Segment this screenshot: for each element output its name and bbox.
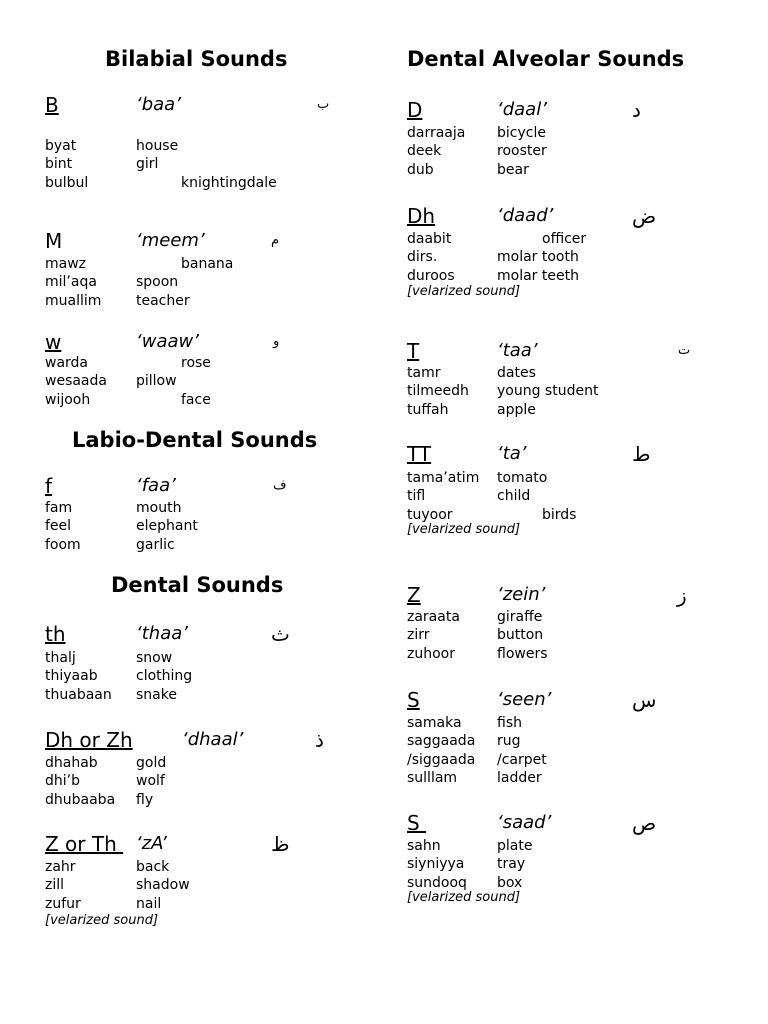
meaning: knightingdale bbox=[181, 174, 277, 191]
arabic-letter: ص bbox=[632, 811, 657, 835]
sound-name: ‘ta’ bbox=[497, 443, 527, 464]
meaning: elephant bbox=[136, 518, 198, 535]
word: warda bbox=[45, 355, 89, 371]
sound-letter: D bbox=[407, 98, 423, 122]
meaning: house bbox=[136, 138, 179, 154]
velarized-note: [velarized sound] bbox=[407, 284, 521, 299]
word: zill bbox=[45, 877, 65, 894]
arabic-letter: ز bbox=[677, 583, 687, 607]
arabic-letter: ف bbox=[273, 478, 287, 493]
meaning: tomato bbox=[497, 470, 548, 486]
word: sulllam bbox=[407, 769, 458, 786]
word: dhubaaba bbox=[45, 791, 116, 808]
word: muallim bbox=[45, 292, 102, 309]
meaning: banana bbox=[181, 256, 234, 272]
sound-letter: Dh or Zh bbox=[45, 728, 133, 752]
meaning: girl bbox=[136, 156, 159, 173]
word: foom bbox=[45, 536, 81, 553]
velarized-note: [velarized sound] bbox=[407, 890, 521, 905]
word: daabit bbox=[407, 231, 452, 247]
sound-name: ‘saad’ bbox=[497, 812, 552, 833]
meaning: teacher bbox=[136, 292, 190, 309]
meaning: dates bbox=[497, 365, 536, 381]
meaning: spoon bbox=[136, 274, 179, 291]
sound-letter: Dh bbox=[407, 204, 436, 228]
meaning: young student bbox=[497, 383, 599, 400]
word: dirs. bbox=[407, 249, 438, 266]
sound-name: ‘daal’ bbox=[497, 99, 547, 120]
heading-bilabial-sounds: Bilabial Sounds bbox=[105, 47, 288, 71]
arabic-letter: د bbox=[632, 98, 641, 122]
word: thalj bbox=[45, 650, 76, 666]
meaning: child bbox=[497, 488, 531, 505]
word: wijooh bbox=[45, 391, 91, 408]
word: zufur bbox=[45, 895, 81, 912]
sound-letter: TT bbox=[407, 442, 432, 466]
word: zaraata bbox=[407, 609, 460, 625]
word: dhahab bbox=[45, 755, 98, 771]
arabic-letter: و bbox=[273, 334, 280, 349]
sound-letter: B bbox=[45, 93, 59, 117]
word: samaka bbox=[407, 715, 462, 731]
sound-name: ‘baa’ bbox=[136, 94, 181, 115]
sound-section-z-or-th bbox=[45, 832, 345, 932]
meaning: garlic bbox=[136, 536, 175, 553]
word: mil’aqa bbox=[45, 274, 97, 291]
sound-letter: Z or Th bbox=[45, 832, 124, 856]
sound-section-t bbox=[407, 339, 707, 429]
word: saggaada bbox=[407, 733, 476, 750]
meaning: fish bbox=[497, 715, 522, 731]
word: bulbul bbox=[45, 174, 89, 191]
word: zahr bbox=[45, 859, 76, 875]
word: tifl bbox=[407, 488, 426, 505]
meaning: molar tooth bbox=[497, 249, 579, 266]
sound-name: ‘faa’ bbox=[136, 475, 176, 496]
meaning: rose bbox=[181, 355, 211, 371]
meaning: flowers bbox=[497, 645, 548, 662]
word: siyniyya bbox=[407, 856, 465, 873]
velarized-note: [velarized sound] bbox=[45, 913, 159, 928]
word: wesaada bbox=[45, 373, 107, 390]
sound-name: ‘seen’ bbox=[497, 689, 552, 710]
arabic-letter: م bbox=[271, 233, 280, 248]
sound-section-b bbox=[45, 93, 345, 193]
sound-section-d bbox=[407, 98, 707, 188]
arabic-letter: س bbox=[632, 688, 657, 712]
word: thiyaab bbox=[45, 668, 98, 685]
sound-name: ‘daad’ bbox=[497, 205, 554, 226]
velarized-note: [velarized sound] bbox=[407, 522, 521, 537]
meaning: pillow bbox=[136, 373, 177, 390]
word: bint bbox=[45, 156, 73, 173]
meaning: /carpet bbox=[497, 751, 547, 768]
meaning: face bbox=[181, 391, 211, 408]
meaning: molar teeth bbox=[497, 267, 579, 284]
arabic-letter: ظ bbox=[271, 832, 290, 856]
word: /siggaada bbox=[407, 751, 476, 768]
sound-section-tt bbox=[407, 442, 707, 542]
sound-name: ‘thaa’ bbox=[136, 623, 188, 644]
meaning: box bbox=[497, 874, 523, 891]
sound-letter: T bbox=[407, 339, 420, 363]
arabic-letter: ت bbox=[678, 343, 691, 358]
sound-letter: S bbox=[407, 688, 420, 712]
sound-name: ‘dhaal’ bbox=[182, 729, 244, 750]
sound-section-f bbox=[45, 474, 345, 564]
sound-section-dh bbox=[407, 204, 707, 304]
word: thuabaan bbox=[45, 686, 112, 703]
meaning: apple bbox=[497, 401, 536, 418]
word: duroos bbox=[407, 267, 455, 284]
meaning: plate bbox=[497, 838, 533, 854]
meaning: rug bbox=[497, 733, 521, 750]
meaning: bicycle bbox=[497, 125, 546, 141]
meaning: snow bbox=[136, 650, 173, 666]
sound-letter: Z bbox=[407, 583, 421, 607]
meaning: mouth bbox=[136, 500, 182, 516]
sound-section-dh-or-zh bbox=[45, 728, 345, 818]
word: zuhoor bbox=[407, 645, 455, 662]
word: feel bbox=[45, 518, 72, 535]
word: sundooq bbox=[407, 874, 467, 891]
word: sahn bbox=[407, 838, 441, 854]
sound-name: ‘zA’ bbox=[136, 833, 167, 854]
word: tilmeedh bbox=[407, 383, 469, 400]
word: tama’atim bbox=[407, 470, 480, 486]
arabic-letter: ط bbox=[632, 442, 651, 466]
word: tamr bbox=[407, 365, 441, 381]
word: tuffah bbox=[407, 401, 449, 418]
word: dhi’b bbox=[45, 773, 80, 790]
meaning: ladder bbox=[497, 769, 542, 786]
sound-section-w bbox=[45, 330, 345, 420]
word: byat bbox=[45, 138, 77, 154]
meaning: officer bbox=[542, 231, 587, 247]
heading-dental-sounds: Dental Sounds bbox=[111, 573, 284, 597]
meaning: gold bbox=[136, 755, 167, 771]
sound-name: ‘waaw’ bbox=[136, 331, 199, 352]
word: fam bbox=[45, 500, 73, 516]
word: dub bbox=[407, 161, 434, 178]
sound-section-m bbox=[45, 229, 345, 319]
word: tuyoor bbox=[407, 506, 453, 523]
word: darraaja bbox=[407, 125, 466, 141]
sound-letter: M bbox=[45, 229, 63, 253]
meaning: shadow bbox=[136, 877, 190, 894]
meaning: birds bbox=[542, 506, 577, 523]
sound-section-s bbox=[407, 688, 707, 798]
sound-section-th bbox=[45, 622, 345, 712]
sound-letter: S bbox=[407, 811, 427, 835]
meaning: back bbox=[136, 859, 170, 875]
meaning: clothing bbox=[136, 668, 193, 685]
sound-name: ‘taa’ bbox=[497, 340, 538, 361]
meaning: giraffe bbox=[497, 609, 543, 625]
sound-name: ‘meem’ bbox=[136, 230, 205, 251]
arabic-letter: ث bbox=[271, 622, 290, 646]
meaning: rooster bbox=[497, 143, 547, 160]
meaning: button bbox=[497, 627, 544, 644]
sound-letter: w bbox=[45, 330, 62, 354]
meaning: fly bbox=[136, 791, 154, 808]
sound-name: ‘zein’ bbox=[497, 584, 546, 605]
heading-labio-dental-sounds: Labio-Dental Sounds bbox=[72, 428, 318, 452]
word: mawz bbox=[45, 256, 87, 272]
meaning: bear bbox=[497, 161, 529, 178]
word: deek bbox=[407, 143, 442, 160]
meaning: tray bbox=[497, 856, 526, 873]
arabic-letter: ذ bbox=[315, 728, 324, 752]
arabic-letter: ب bbox=[317, 97, 330, 112]
meaning: snake bbox=[136, 686, 177, 703]
meaning: wolf bbox=[136, 773, 165, 790]
sound-letter: th bbox=[45, 622, 66, 646]
arabic-letter: ض bbox=[632, 204, 657, 228]
sound-section-z bbox=[407, 583, 707, 673]
sound-letter: f bbox=[45, 474, 53, 498]
heading-dental-alveolar-sounds: Dental Alveolar Sounds bbox=[407, 47, 685, 71]
word: zirr bbox=[407, 627, 430, 644]
meaning: nail bbox=[136, 895, 162, 912]
sound-section-s-saad bbox=[407, 811, 707, 911]
